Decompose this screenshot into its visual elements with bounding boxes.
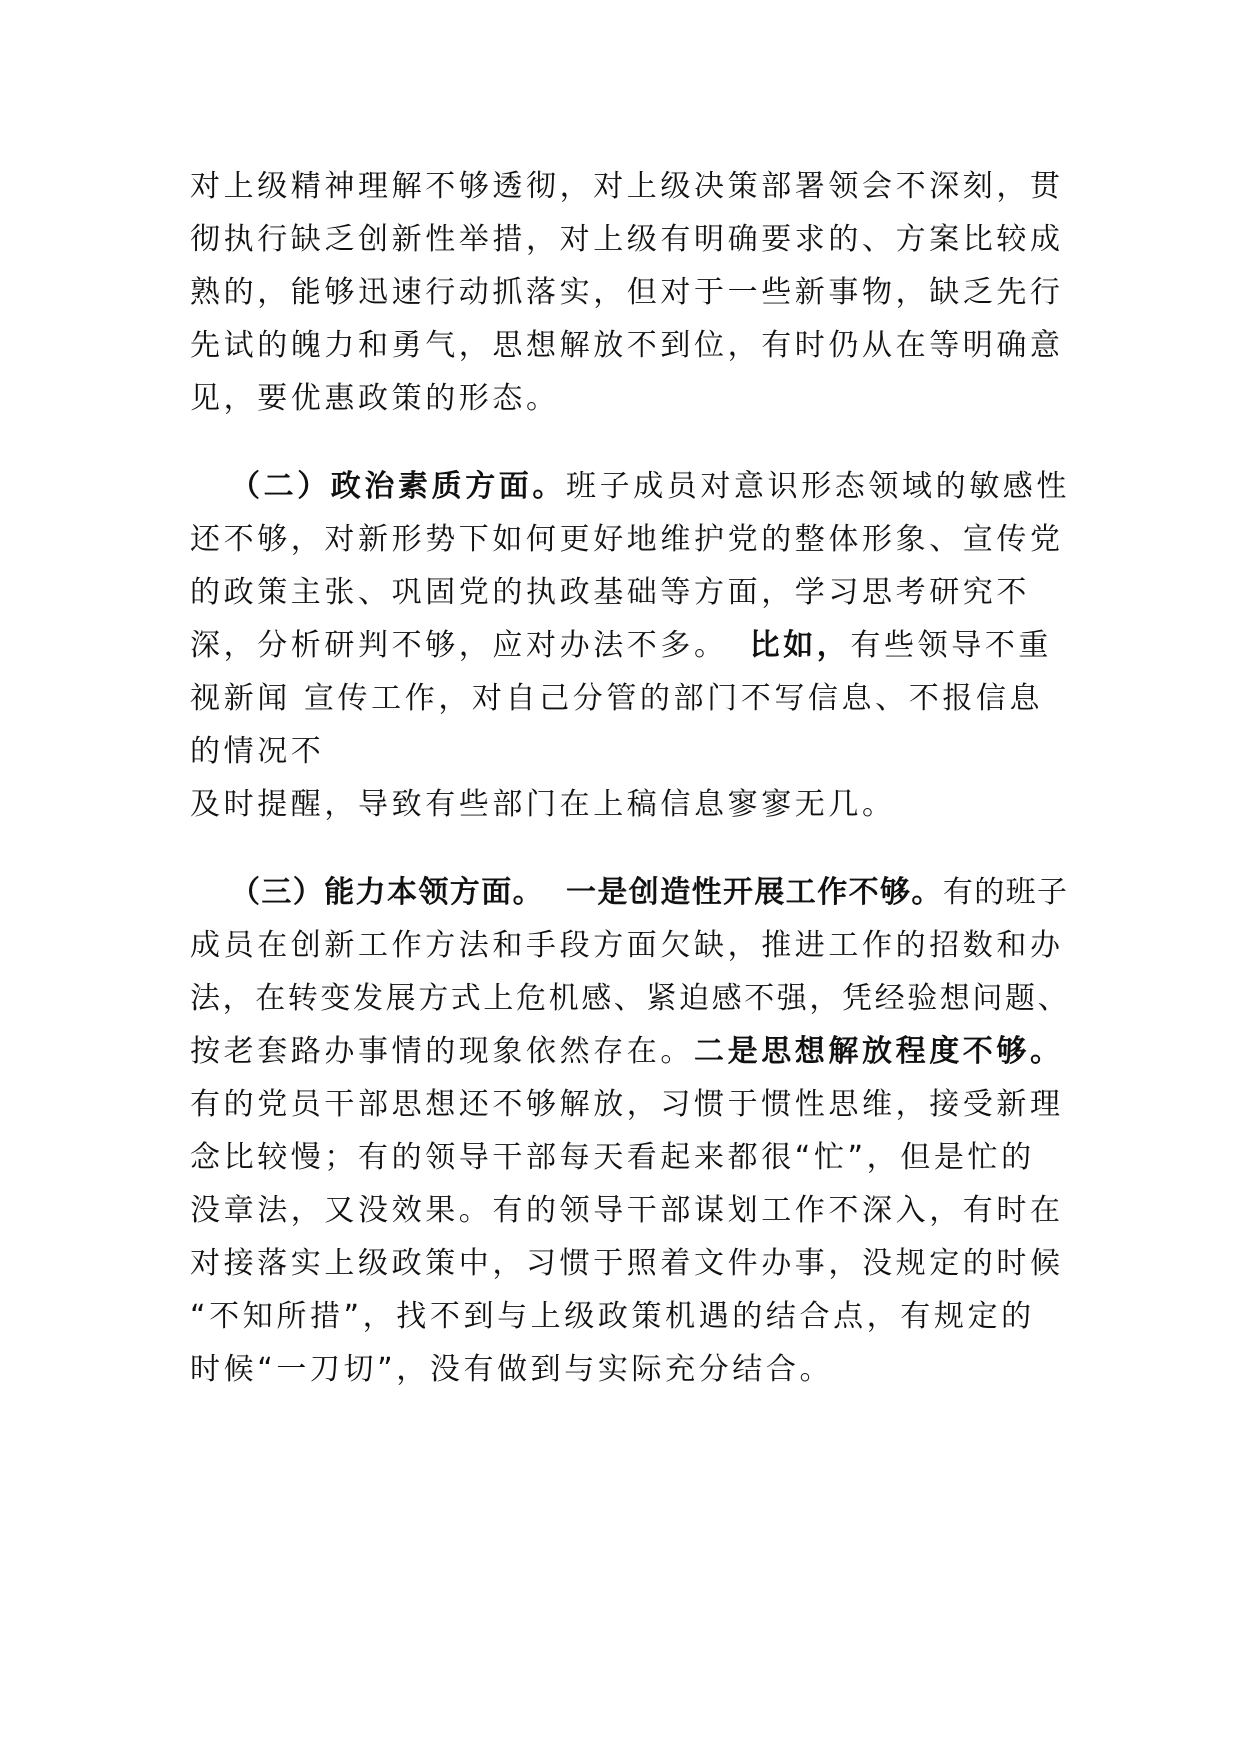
- paragraph-3-line-7: 没章法，又没效果。有的领导干部谋划工作不深入，有时在: [190, 1193, 1064, 1228]
- paragraph-2-line-4: [190, 626, 1070, 666]
- paragraph-1-line-2: 彻执行缺乏创新性举措，对上级有明确要求的、方案比较成: [190, 222, 1064, 257]
- paragraph-3-line-1-text: 有的班子: [942, 875, 1069, 910]
- paragraph-3-line-4-text: 按老套路办事情的现象依然存在。: [190, 1034, 694, 1069]
- paragraph-2-line-4-text-b: 有些领导不重: [850, 628, 1053, 663]
- paragraph-3-line-5: 有的党员干部思想还不够解放，习惯于惯性思维，接受新理: [190, 1087, 1064, 1122]
- paragraph-3-line-10: 时候“一刀切”，没有做到与实际充分结合。: [190, 1352, 834, 1387]
- section-heading-political: （二）政治素质方面。: [230, 469, 566, 504]
- paragraph-3-line-4: [190, 1032, 1070, 1072]
- point-two-heading: 二是思想解放程度不够。: [694, 1034, 1064, 1069]
- paragraph-3-line-6: 念比较慢；有的领导干部每天看起来都很“忙”，但是忙的: [190, 1140, 1035, 1175]
- paragraph-3-line-8: 对接落实上级政策中，习惯于照着文件办事，没规定的时候: [190, 1246, 1064, 1281]
- paragraph-3-line-1: [230, 873, 1070, 913]
- paragraph-2-line-4-text-a: 深，分析研判不够，应对办法不多。: [190, 628, 728, 663]
- paragraph-1-line-5: 见，要优惠政策的形态。: [190, 381, 560, 416]
- paragraph-3-line-2: 成员在创新工作方法和手段方面欠缺，推进工作的招数和办: [190, 928, 1064, 963]
- paragraph-3-line-9: “不知所措”，找不到与上级政策机遇的结合点，有规定的: [190, 1299, 1035, 1334]
- paragraph-2-line-2: 还不够，对新形势下如何更好地维护党的整体形象、宣传党: [190, 522, 1064, 557]
- paragraph-2-line-1: [230, 467, 1070, 507]
- emphasis-for-example: 比如，: [749, 628, 851, 663]
- point-one-heading: 一是创造性开展工作不够。: [566, 875, 943, 910]
- paragraph-3-line-3: 法，在转变发展方式上危机感、紧迫感不强，凭经验想问题、: [190, 981, 1071, 1016]
- paragraph-1-line-1: 对上级精神理解不够透彻，对上级决策部署领会不深刻，贯: [190, 169, 1064, 204]
- paragraph-2-line-5: 视新闻 宣传工作，对自己分管的部门不写信息、不报信息: [190, 681, 1044, 716]
- paragraph-2-line-6: 的情况不: [190, 734, 325, 769]
- paragraph-1-line-3: 熟的，能够迅速行动抓落实，但对于一些新事物，缺乏先行: [190, 275, 1064, 310]
- paragraph-2-line-7: 及时提醒，导致有些部门在上稿信息寥寥无几。: [190, 787, 896, 822]
- paragraph-2-line-3: 的政策主张、巩固党的执政基础等方面，学习思考研究不: [190, 575, 1030, 610]
- section-heading-ability: （三）能力本领方面。: [230, 875, 544, 910]
- paragraph-2-line-1-text: 班子成员对意识形态领域的敏感性: [566, 469, 1070, 504]
- paragraph-1-line-4: 先试的魄力和勇气，思想解放不到位，有时仍从在等明确意: [190, 328, 1064, 363]
